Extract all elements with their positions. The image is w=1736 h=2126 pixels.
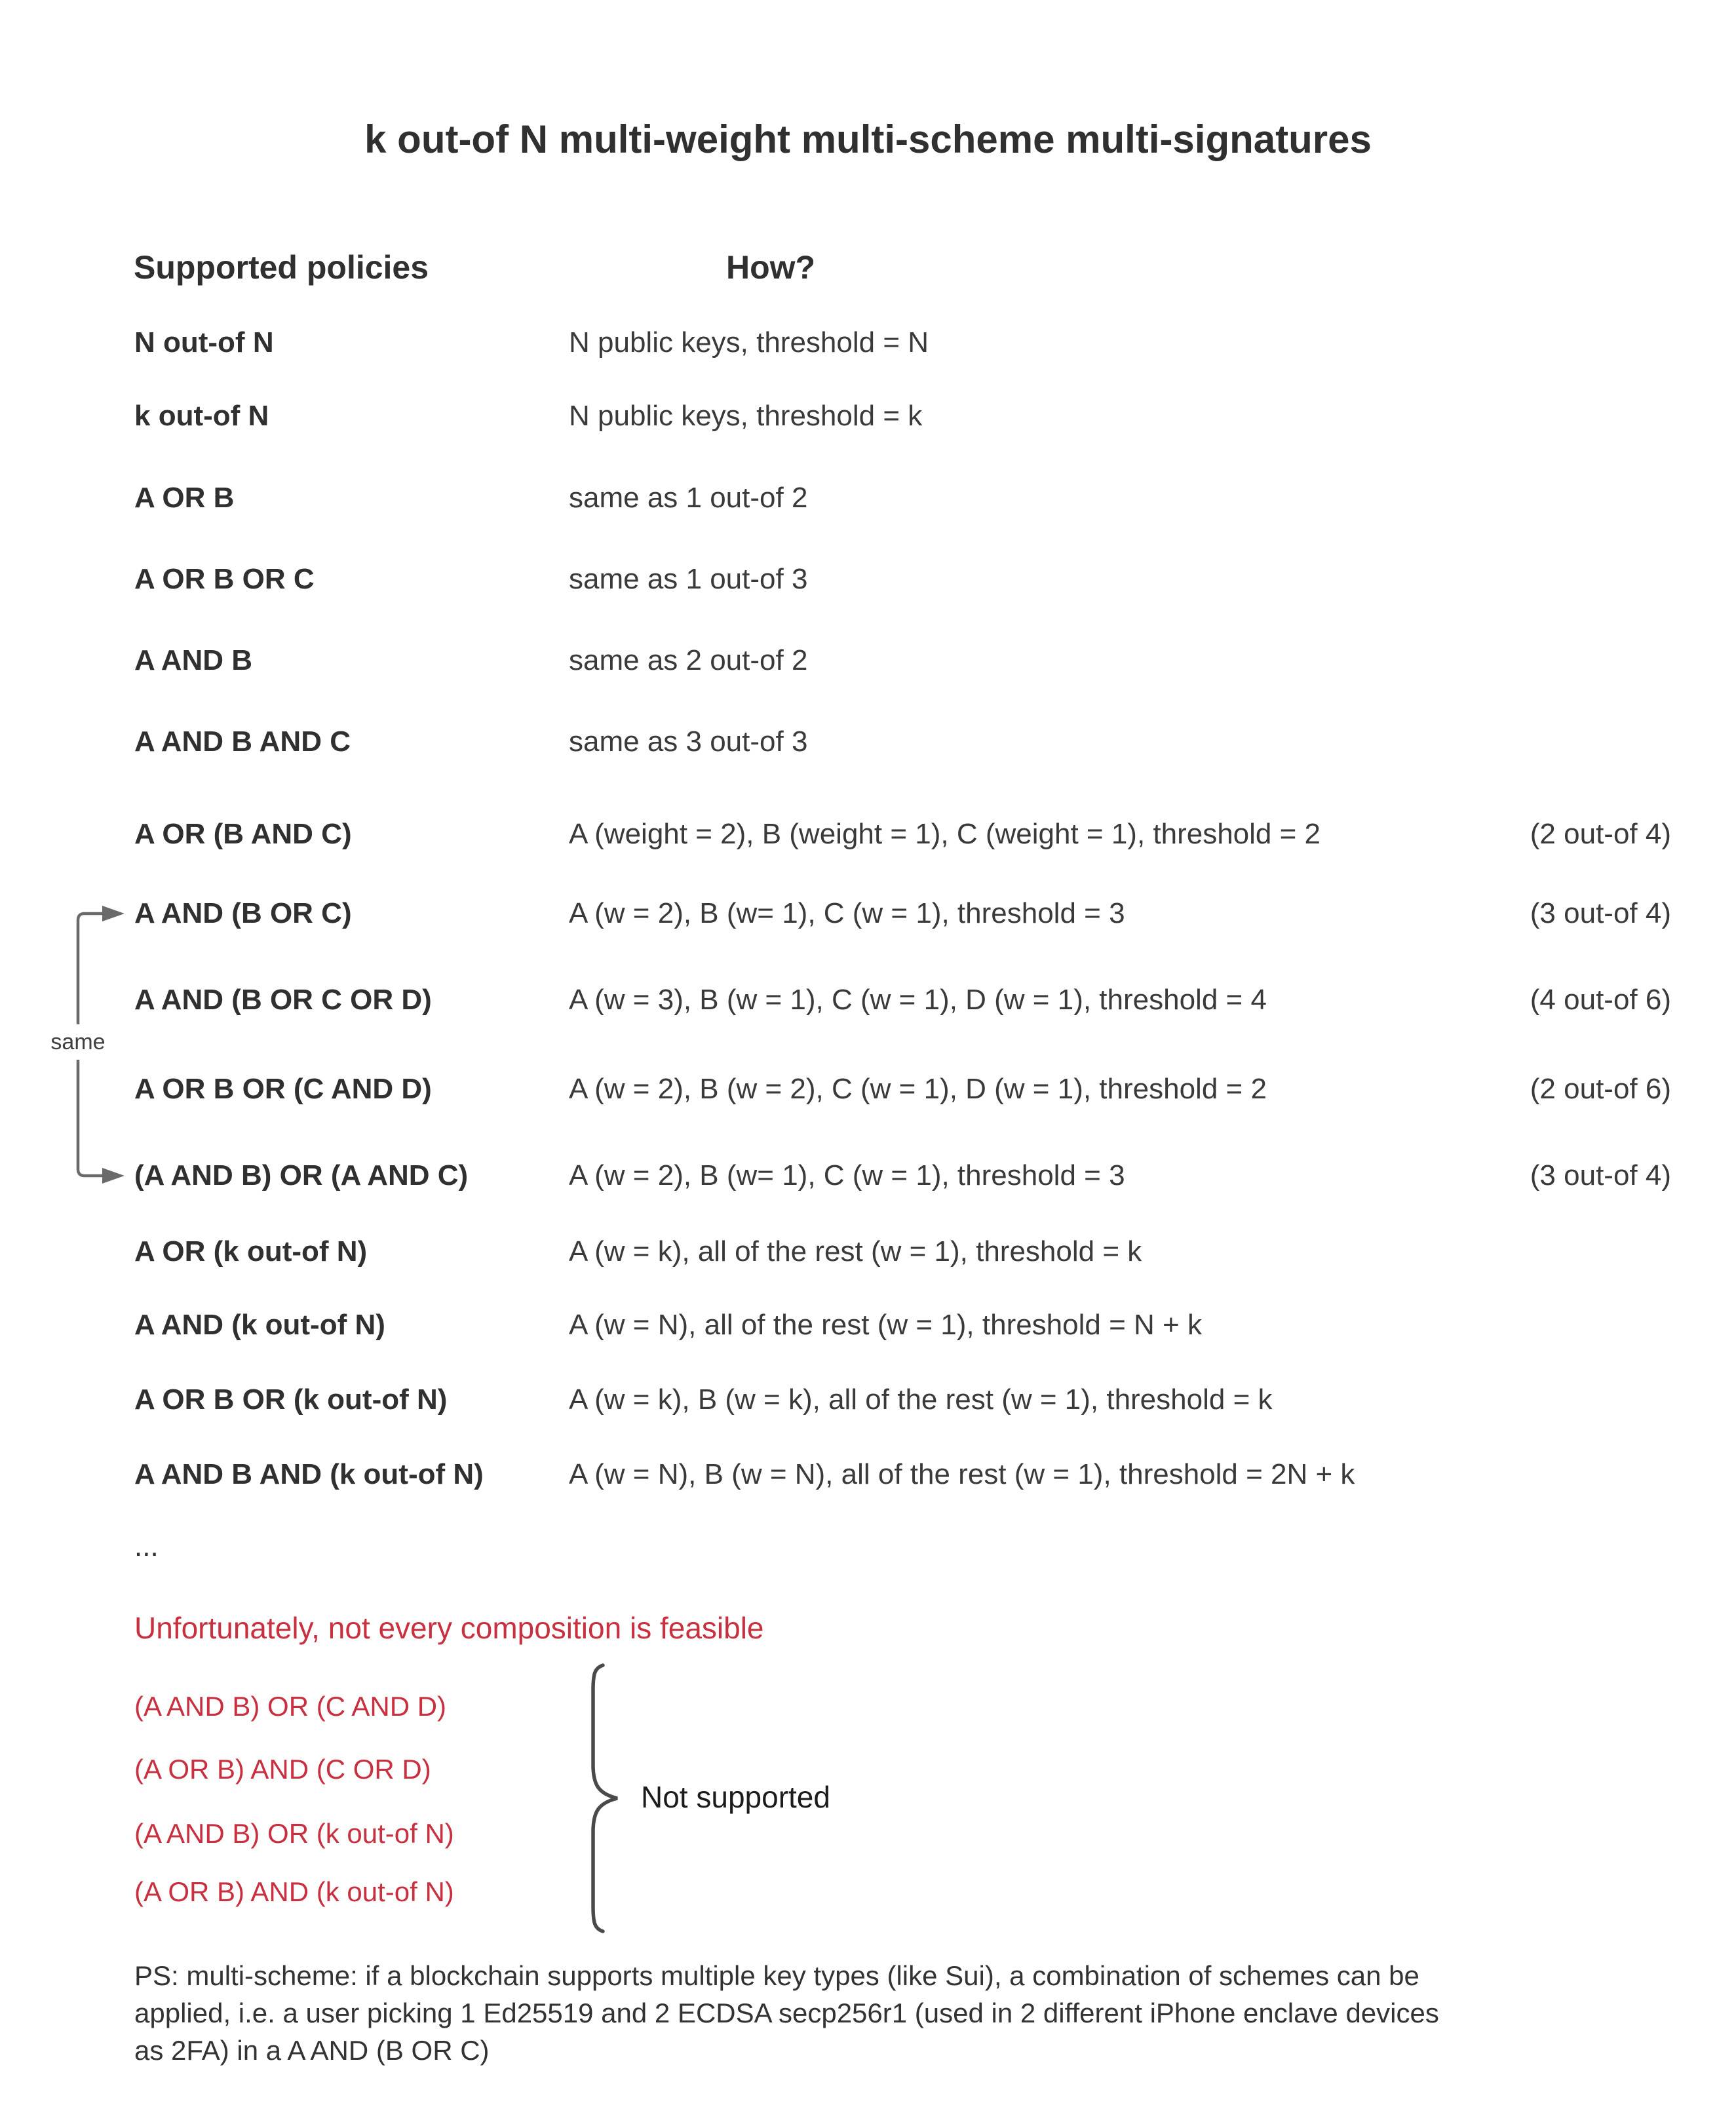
curly-brace-icon (577, 1661, 642, 1943)
policy-label: (A AND B) OR (A AND C) (134, 1159, 469, 1191)
policy-label: A OR B (134, 482, 235, 514)
policy-label: A AND (B OR C OR D) (134, 984, 432, 1016)
how-text: same as 1 out-of 2 (569, 482, 808, 514)
policy-label: A AND (k out-of N) (134, 1309, 385, 1341)
table-ellipsis: ... (134, 1530, 159, 1562)
policy-label: A AND B AND C (134, 725, 351, 758)
how-text: N public keys, threshold = N (569, 326, 929, 358)
table-row (0, 480, 1736, 516)
infeasible-item: (A OR B) AND (C OR D) (134, 1754, 431, 1785)
out-of-note: (4 out-of 6) (1530, 984, 1671, 1016)
table-row (0, 1157, 1736, 1194)
policy-label: A AND B (134, 644, 253, 676)
table-row (0, 324, 1736, 361)
column-header-how: How? (726, 249, 816, 286)
how-text: same as 3 out-of 3 (569, 725, 808, 758)
policy-label: N out-of N (134, 326, 274, 358)
table-row (0, 895, 1736, 932)
policy-label: A OR B OR (k out-of N) (134, 1383, 448, 1416)
policy-label: A OR B OR (C AND D) (134, 1073, 432, 1105)
how-text: A (w = k), B (w = k), all of the rest (w = 1), threshold = k (569, 1383, 1273, 1416)
infeasible-item: (A AND B) OR (C AND D) (134, 1691, 447, 1722)
how-text: A (weight = 2), B (weight = 1), C (weight = 1), threshold = 2 (569, 818, 1321, 850)
table-row (0, 398, 1736, 435)
table-row (0, 816, 1736, 853)
how-text: A (w = 3), B (w = 1), C (w = 1), D (w = 1), threshold = 4 (569, 984, 1267, 1016)
not-supported-label: Not supported (641, 1780, 830, 1814)
how-text: A (w = 2), B (w = 2), C (w = 1), D (w = 1), threshold = 2 (569, 1073, 1267, 1105)
same-label: same (48, 1029, 107, 1055)
footnote-line: applied, i.e. a user picking 1 Ed25519 and 2 ECDSA secp256r1 (used in 2 different iPhone enclave devices (134, 1998, 1439, 2028)
footnote-line: as 2FA) in a A AND (B OR C) (134, 2035, 490, 2066)
how-text: A (w = k), all of the rest (w = 1), threshold = k (569, 1235, 1142, 1267)
out-of-note: (3 out-of 4) (1530, 897, 1671, 929)
page-title: k out-of N multi-weight multi-scheme multi-signatures (364, 117, 1372, 161)
table-row (0, 642, 1736, 679)
policy-label: A OR B OR C (134, 563, 315, 595)
how-text: N public keys, threshold = k (569, 400, 923, 432)
footnote-line: PS: multi-scheme: if a blockchain supports multiple key types (like Sui), a combination of schemes can be (134, 1960, 1419, 1991)
policy-label: A OR (B AND C) (134, 818, 352, 850)
out-of-note: (2 out-of 6) (1530, 1073, 1671, 1105)
infeasible-item: (A OR B) AND (k out-of N) (134, 1876, 454, 1907)
table-row (0, 1233, 1736, 1270)
infeasible-item: (A AND B) OR (k out-of N) (134, 1818, 454, 1849)
how-text: same as 2 out-of 2 (569, 644, 808, 676)
infeasible-heading: Unfortunately, not every composition is feasible (134, 1611, 764, 1645)
out-of-note: (2 out-of 4) (1530, 818, 1671, 850)
table-row (0, 1382, 1736, 1418)
how-text: A (w = N), all of the rest (w = 1), threshold = N + k (569, 1309, 1202, 1341)
how-text: A (w = N), B (w = N), all of the rest (w = 1), threshold = 2N + k (569, 1458, 1355, 1490)
out-of-note: (3 out-of 4) (1530, 1159, 1671, 1191)
table-row (0, 724, 1736, 760)
table-row (0, 1307, 1736, 1343)
footnote (134, 1957, 1681, 2069)
how-text: same as 1 out-of 3 (569, 563, 808, 595)
table-row (0, 561, 1736, 598)
policy-label: A OR (k out-of N) (134, 1235, 368, 1267)
how-text: A (w = 2), B (w= 1), C (w = 1), threshold = 3 (569, 897, 1125, 929)
how-text: A (w = 2), B (w= 1), C (w = 1), threshold = 3 (569, 1159, 1125, 1191)
column-header-policies: Supported policies (134, 249, 429, 286)
table-row (0, 1071, 1736, 1108)
table-row (0, 982, 1736, 1018)
table-row (0, 1456, 1736, 1493)
policy-label: A AND B AND (k out-of N) (134, 1458, 484, 1490)
policy-label: A AND (B OR C) (134, 897, 352, 929)
policy-label: k out-of N (134, 400, 269, 432)
